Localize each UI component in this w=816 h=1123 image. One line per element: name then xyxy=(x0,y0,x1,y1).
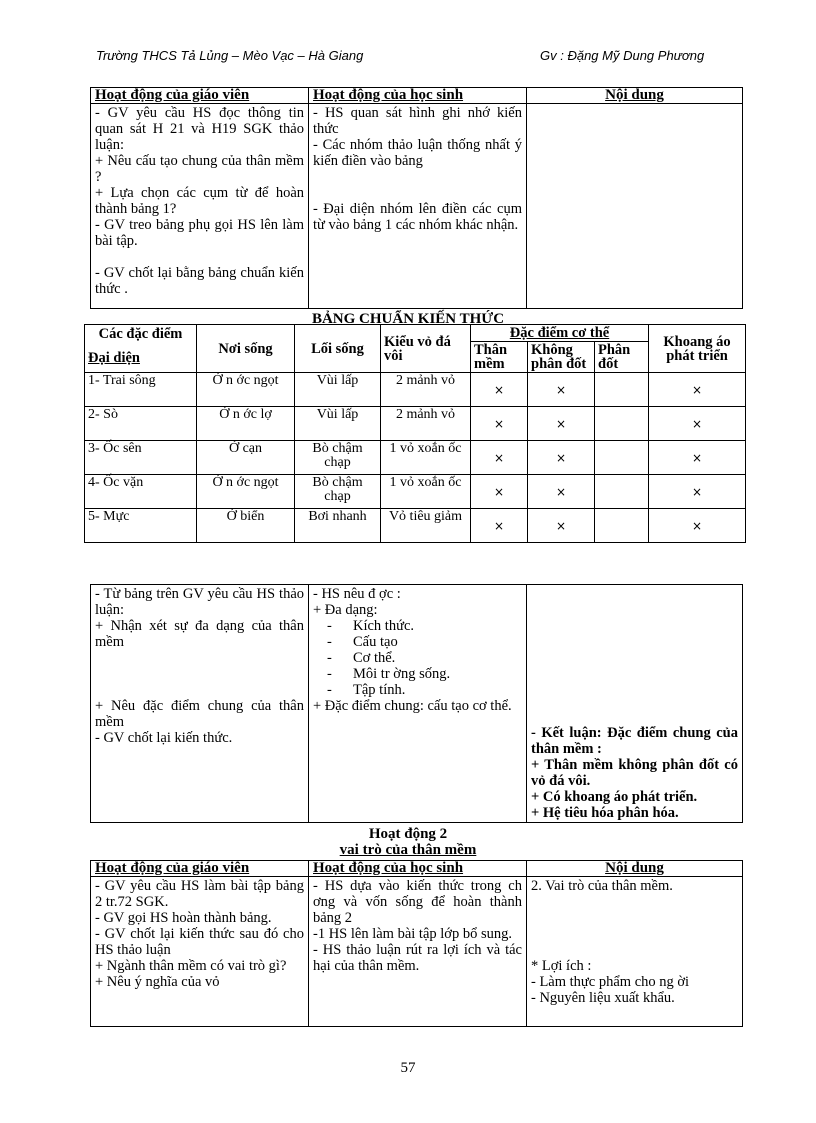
discussion-table xyxy=(90,584,743,823)
header-school: Trường THCS Tả Lủng – Mèo Vạc – Hà Giang xyxy=(96,48,364,63)
knowledge-table xyxy=(84,324,746,543)
header-teacher-activity: Hoạt động của giáo viên xyxy=(91,861,309,877)
header-student-activity: Hoạt động của học sinh xyxy=(309,88,527,104)
table-row: 1- Trai sông Ở n ớc ngọt Vùi lấp 2 mảnh vỏ × × × xyxy=(85,373,746,407)
content-cell xyxy=(527,104,743,309)
col-shell: Kiểu vỏ đá vôi xyxy=(381,325,471,373)
col-soft-body: Thân mềm xyxy=(471,342,528,373)
table-row: 5- Mực Ở biển Bơi nhanh Vỏ tiêu giảm × × × xyxy=(85,509,746,543)
col-features: Các đặc điểm Đại diện xyxy=(85,325,197,373)
student-activity-cell: - HS dựa vào kiến thức trong ch ơng và vốn sống để hoàn thành bảng 2 -1 HS lên làm bài tập lớp bổ sung. - HS thảo luận rút ra lợi ích và tác hại của thân mềm. xyxy=(309,877,527,1027)
check-mark: × xyxy=(649,475,746,509)
col-lifestyle: Lối sống xyxy=(295,325,381,373)
check-mark: × xyxy=(471,407,528,441)
page-number: 57 xyxy=(400,1060,416,1076)
group-body-features: Đặc điểm cơ thể xyxy=(471,325,649,342)
check-mark: × xyxy=(649,373,746,407)
check-mark: × xyxy=(649,509,746,543)
check-mark: × xyxy=(649,441,746,475)
table-row: 2- Sò Ở n ớc lợ Vùi lấp 2 mảnh vỏ × × × xyxy=(85,407,746,441)
activity2-subtitle: vai trò của thân mềm xyxy=(339,842,477,858)
knowledge-table-title: BẢNG CHUẨN KIẾN THỨC xyxy=(311,311,505,327)
header-teacher-activity: Hoạt động của giáo viên xyxy=(91,88,309,104)
col-segmented: Phân đốt xyxy=(595,342,649,373)
check-mark: × xyxy=(528,475,595,509)
header-content: Nội dung xyxy=(527,861,743,877)
student-activity-cell: - HS quan sát hình ghi nhớ kiến thức - Các nhóm thảo luận thống nhất ý kiến điền vào bảng - Đại diện nhóm lên điền các cụm từ vào bảng 1 các nhóm khác nhận. xyxy=(309,104,527,309)
table-row: 3- Ốc sên Ở cạn Bò chậm chạp 1 vỏ xoắn ốc × × × xyxy=(85,441,746,475)
activity-table-2 xyxy=(90,860,743,1027)
header-student-activity: Hoạt động của học sinh xyxy=(309,861,527,877)
check-mark: × xyxy=(471,475,528,509)
student-discussion-cell: - HS nêu đ ợc : + Đa dạng: - Kích thức. - Cấu tạo - Cơ thể. - Môi tr ờng sống. - Tập tính. + Đặc điểm chung: cấu tạo cơ thể. xyxy=(309,585,527,823)
table-row: 4- Ốc vặn Ở n ớc ngọt Bò chậm chạp 1 vỏ xoắn ốc × × × xyxy=(85,475,746,509)
conclusion-cell: - Kết luận: Đặc điểm chung của thân mềm : + Thân mềm không phân đốt có vỏ đá vôi. + Có khoang áo phát triển. + Hệ tiêu hóa phân hóa. xyxy=(527,585,743,823)
col-habitat: Nơi sống xyxy=(197,325,295,373)
check-mark: × xyxy=(528,373,595,407)
check-mark: × xyxy=(528,441,595,475)
check-mark: × xyxy=(528,509,595,543)
activity-table-1 xyxy=(90,87,743,309)
col-mantle: Khoang áo phát triển xyxy=(649,325,746,373)
teacher-discussion-cell: - Từ bảng trên GV yêu cầu HS thảo luận: + Nhận xét sự đa dạng của thân mềm + Nêu đặc điểm chung của thân mềm - GV chốt lại kiến thức. xyxy=(91,585,309,823)
activity2-title: Hoạt động 2 xyxy=(368,826,448,842)
teacher-activity-cell: - GV yêu cầu HS đọc thông tin quan sát H 21 và H19 SGK thảo luận: + Nêu cấu tạo chung của thân mềm ? + Lựa chọn các cụm từ để hoàn thành bảng 1? - GV treo bảng phụ gọi HS lên làm bài tập. - GV chốt lại bằng bảng chuẩn kiến thức . xyxy=(91,104,309,309)
content-cell: 2. Vai trò của thân mềm. * Lợi ích : - Làm thực phẩm cho ng ời - Nguyên liệu xuất khẩu. xyxy=(527,877,743,1027)
col-non-segmented: Không phân đốt xyxy=(528,342,595,373)
check-mark: × xyxy=(649,407,746,441)
check-mark: × xyxy=(471,441,528,475)
check-mark: × xyxy=(471,509,528,543)
teacher-activity-cell: - GV yêu cầu HS làm bài tập bảng 2 tr.72 SGK. - GV gọi HS hoàn thành bảng. - GV chốt lại kiến thức sau đó cho HS thảo luận + Ngành thân mềm có vai trò gì? + Nêu ý nghĩa của vỏ xyxy=(91,877,309,1027)
header-content: Nội dung xyxy=(527,88,743,104)
header-teacher: Gv : Đặng Mỹ Dung Phương xyxy=(540,48,705,63)
check-mark: × xyxy=(528,407,595,441)
check-mark: × xyxy=(471,373,528,407)
